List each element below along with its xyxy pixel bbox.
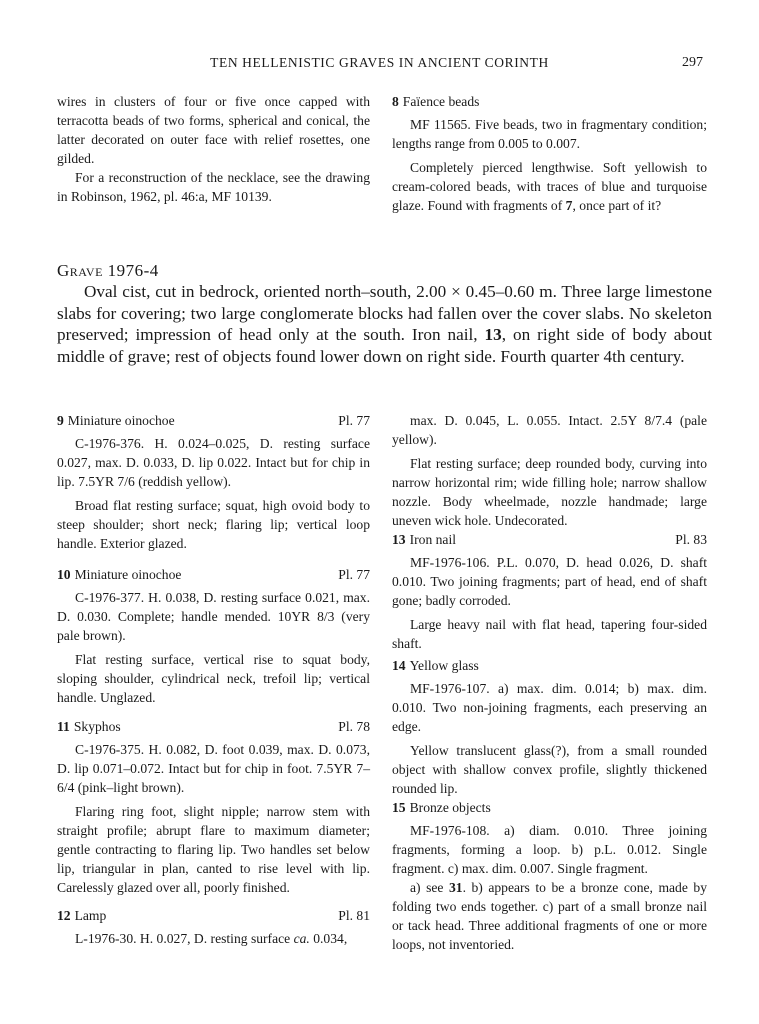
entry-catalog: C-1976-377. H. 0.038, D. resting surface 0.021, max. D. 0.030. Complete; handle mended. 10YR 8/3 (very pale brown). <box>57 590 370 643</box>
plate-reference: Pl. 83 <box>675 532 707 547</box>
grave-description <box>57 281 712 367</box>
entry-catalog: MF-1976-107. a) max. dim. 0.014; b) max. dim. 0.010. Two non-joining fragments, each preserving an edge. <box>392 681 707 734</box>
catalog-text: 0.034, <box>309 931 348 946</box>
entry-catalog <box>57 929 370 948</box>
entry-title: Yellow glass <box>409 658 479 673</box>
entry-heading <box>392 656 707 675</box>
entry-description: Broad flat resting surface; squat, high ovoid body to steep shoulder; short neck; flaring lip; vertical loop handle. Exterior glazed. <box>57 498 370 551</box>
description-text: , on right side of body about middle of grave; rest of objects found lower down on right side. Fourth quarter 4th century. <box>57 325 712 366</box>
page-header <box>0 55 759 77</box>
catalog-entry-11 <box>57 717 370 897</box>
entry-description <box>392 158 707 215</box>
plate-reference: Pl. 77 <box>338 567 370 582</box>
cross-reference: 7 <box>565 198 573 213</box>
description-text: Completely pierced lengthwise. Soft yellowish to cream-colored beads, with traces of blue and turquoise glaze. Found with fragments of <box>392 160 707 213</box>
entry-heading <box>392 530 707 549</box>
catalog-text: L-1976-30. H. 0.027, D. resting surface <box>75 931 294 946</box>
catalog-entry-13 <box>392 530 707 653</box>
description-text: . b) appears to be a bronze cone, made by folding two ends together. c) part of a small bronze nail or tack head. Three additional fragments of one or more loops, not inventoried. <box>392 880 707 952</box>
entry-description <box>392 878 707 954</box>
entry-heading <box>57 565 370 584</box>
page-number: 297 <box>682 55 703 70</box>
entry-number: 15 <box>392 800 406 815</box>
description-text: a) see <box>410 880 449 895</box>
plate-reference: Pl. 77 <box>338 413 370 428</box>
entry-title: Iron nail <box>409 532 457 547</box>
entry-title: Bronze objects <box>409 800 491 815</box>
cross-reference: 31 <box>448 880 463 895</box>
entry-number: 11 <box>57 719 70 734</box>
catalog-entry-9 <box>57 411 370 553</box>
entry-description: Large heavy nail with flat head, tapering four-sided shaft. <box>392 617 707 651</box>
entry-number: 12 <box>57 908 71 923</box>
entry-number: 8 <box>392 94 399 109</box>
continuation-text <box>57 92 370 206</box>
entry-title: Faïence beads <box>402 94 480 109</box>
catalog-entry-8 <box>392 92 707 215</box>
catalog-abbrev: ca. <box>293 931 310 946</box>
cross-reference: 13 <box>484 325 502 344</box>
running-head: TEN HELLENISTIC GRAVES IN ANCIENT CORINTH <box>210 55 549 70</box>
catalog-entry-12-continued <box>392 411 707 530</box>
entry-heading <box>57 717 370 736</box>
description-text: , once part of it? <box>572 198 662 213</box>
entry-number: 13 <box>392 532 406 547</box>
catalog-entry-14 <box>392 656 707 798</box>
entry-catalog: C-1976-375. H. 0.082, D. foot 0.039, max. D. 0.073, D. lip 0.071–0.072. Intact but for chip in foot. 7.5YR 7–6/4 (pink–light brown). <box>57 742 370 795</box>
entry-number: 14 <box>392 658 406 673</box>
entry-heading <box>57 906 370 925</box>
reconstruction-note: For a reconstruction of the necklace, see the drawing in Robinson, 1962, pl. 46:a, MF 10139. <box>57 170 370 204</box>
entry-title: Miniature oinochoe <box>67 413 175 428</box>
entry-catalog-continued: max. D. 0.045, L. 0.055. Intact. 2.5Y 8/7.4 (pale yellow). <box>392 413 707 447</box>
entry-description: Flat resting surface; deep rounded body, curving into narrow horizontal rim; wide filling hole; narrow shallow nozzle. Body wheelmade, nozzle handmade; large uneven wick hole. Undecorated. <box>392 456 707 528</box>
description-text: Oval cist, cut in bedrock, oriented north–south, 2.00 × 0.45–0.60 m. Three large limestone slabs for covering; two large conglomerate blocks had fallen over the cover slabs. No skeleton preserved; impression of head only at the south. Iron nail, <box>57 282 712 344</box>
entry-number: 9 <box>57 413 64 428</box>
entry-heading <box>392 798 707 817</box>
entry-description: Yellow translucent glass(?), from a small rounded object with shallow convex profile, slightly thickened rounded lip. <box>392 743 707 796</box>
entry-description: Flaring ring foot, slight nipple; narrow stem with straight profile; abrupt flare to maximum diameter; gentle contracting to flaring lip. Two handles set below lip, triangular in plan, canted to rise level with lip. Carelessly glazed over all, poorly finished. <box>57 804 370 895</box>
entry-description: Flat resting surface, vertical rise to squat body, sloping shoulder, cylindrical neck, trefoil lip; vertical handle. Unglazed. <box>57 652 370 705</box>
continuation-paragraph: wires in clusters of four or five once capped with terracotta beads of two forms, spherical and conical, the latter decorated on outer face with relief rosettes, one gilded. <box>57 94 370 166</box>
entry-catalog: C-1976-376. H. 0.024–0.025, D. resting surface 0.027, max. D. 0.033, D. lip 0.022. Intact but for chip in lip. 7.5YR 7/6 (reddish yellow). <box>57 436 370 489</box>
catalog-entry-15 <box>392 798 707 954</box>
catalog-entry-10 <box>57 565 370 707</box>
entry-catalog: MF-1976-108. a) diam. 0.010. Three joining fragments, forming a loop. b) p.L. 0.012. Single fragment. c) max. dim. 0.007. Single fragment. <box>392 823 707 876</box>
entry-catalog: MF 11565. Five beads, two in fragmentary condition; lengths range from 0.005 to 0.007. <box>392 117 707 151</box>
entry-title: Skyphos <box>73 719 121 734</box>
plate-reference: Pl. 81 <box>338 908 370 923</box>
entry-number: 10 <box>57 567 71 582</box>
catalog-entry-12 <box>57 906 370 948</box>
entry-catalog: MF-1976-106. P.L. 0.070, D. head 0.026, D. shaft 0.010. Two joining fragments; part of head, end of shaft gone; badly corroded. <box>392 555 707 608</box>
entry-heading <box>392 92 707 111</box>
grave-title: Grave 1976-4 <box>57 261 159 280</box>
entry-heading <box>57 411 370 430</box>
entry-title: Miniature oinochoe <box>74 567 182 582</box>
plate-reference: Pl. 78 <box>338 719 370 734</box>
entry-title: Lamp <box>74 908 107 923</box>
